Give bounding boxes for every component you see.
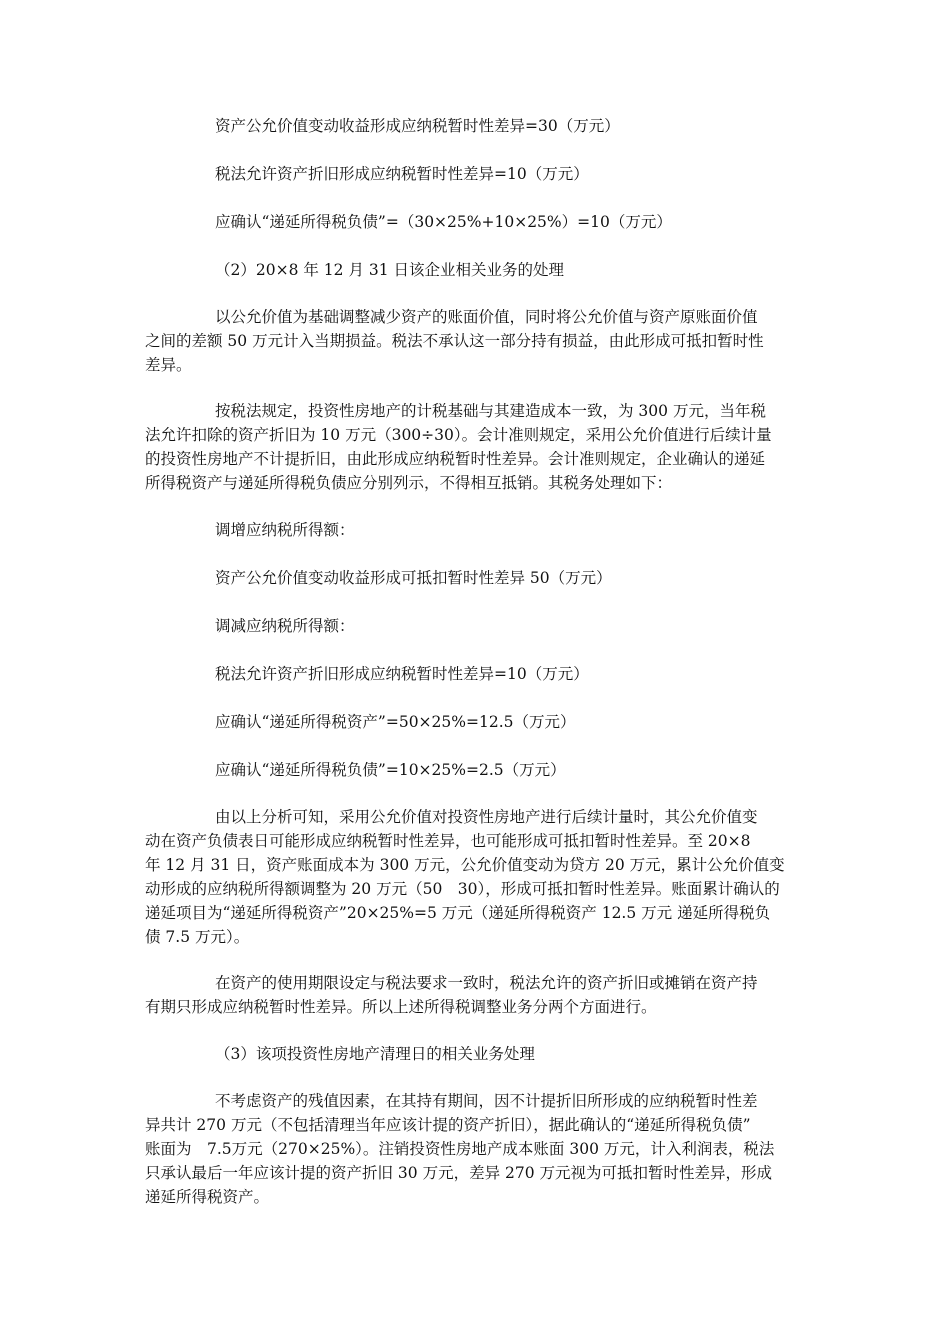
paragraph-line: 所得税资产与递延所得税负债应分别列示，不得相互抵销。其税务处理如下：	[145, 474, 673, 492]
paragraph	[145, 805, 810, 949]
section-heading: （3）该项投资性房地产清理日的相关业务处理	[215, 1045, 535, 1063]
paragraph	[145, 399, 810, 495]
text-line: 税法允许资产折旧形成应纳税暂时性差异=10（万元）	[215, 165, 589, 183]
paragraph	[145, 971, 810, 1019]
paragraph-line: 由以上分析可知，采用公允价值对投资性房地产进行后续计量时，其公允价值变	[215, 808, 758, 826]
paragraph-line: 递延所得税资产。	[145, 1188, 270, 1206]
text-line: 应确认“递延所得税负债”=（30×25%+10×25%）=10（万元）	[215, 213, 672, 231]
text-line: 调增应纳税所得额：	[215, 521, 355, 539]
text-line: 资产公允价值变动收益形成应纳税暂时性差异=30（万元）	[215, 117, 620, 135]
section-heading: （2）20×8 年 12 月 31 日该企业相关业务的处理	[215, 261, 565, 279]
paragraph-line: 之间的差额 50 万元计入当期损益。税法不承认这一部分持有损益，由此形成可抵扣暂时性	[145, 332, 764, 350]
paragraph	[145, 305, 810, 377]
paragraph-line: 法允许扣除的资产折旧为 10 万元（300÷30）。会计准则规定，采用公允价值进行后续计量	[145, 426, 772, 444]
text-line: 调减应纳税所得额：	[215, 617, 355, 635]
paragraph-line: 不考虑资产的残值因素，在其持有期间，因不计提折旧所形成的应纳税暂时性差	[215, 1092, 758, 1110]
paragraph-line: 以公允价值为基础调整减少资产的账面价值，同时将公允价值与资产原账面价值	[215, 308, 758, 326]
paragraph-line: 在资产的使用期限设定与税法要求一致时，税法允许的资产折旧或摊销在资产持	[215, 974, 758, 992]
document-page	[145, 113, 810, 1231]
paragraph-line: 账面为 7.5万元（270×25%）。注销投资性房地产成本账面 300 万元，计入利润表，税法	[145, 1140, 775, 1158]
text-line: 资产公允价值变动收益形成可抵扣暂时性差异 50（万元）	[215, 569, 612, 587]
paragraph-line: 按税法规定，投资性房地产的计税基础与其建造成本一致，为 300 万元，当年税	[215, 402, 766, 420]
paragraph-line: 差异。	[145, 356, 192, 374]
paragraph-line: 递延项目为“递延所得税资产”20×25%=5 万元（递延所得税资产 12.5 万元 递延所得税负	[145, 904, 771, 922]
text-line: 税法允许资产折旧形成应纳税暂时性差异=10（万元）	[215, 665, 589, 683]
paragraph-line: 有期只形成应纳税暂时性差异。所以上述所得税调整业务分两个方面进行。	[145, 998, 657, 1016]
text-line: 应确认“递延所得税资产”=50×25%=12.5（万元）	[215, 713, 576, 731]
paragraph-line: 债 7.5 万元）。	[145, 928, 250, 946]
paragraph	[145, 1089, 810, 1209]
paragraph-line: 动在资产负债表日可能形成应纳税暂时性差异，也可能形成可抵扣暂时性差异。至 20×8	[145, 832, 751, 850]
paragraph-line: 只承认最后一年应该计提的资产折旧 30 万元，差异 270 万元视为可抵扣暂时性差异，形成	[145, 1164, 773, 1182]
paragraph-line: 动形成的应纳税所得额调整为 20 万元（50 30），形成可抵扣暂时性差异。账面累计确认的	[145, 880, 780, 898]
paragraph-line: 的投资性房地产不计提折旧，由此形成应纳税暂时性差异。会计准则规定，企业确认的递延	[145, 450, 766, 468]
text-line: 应确认“递延所得税负债”=10×25%=2.5（万元）	[215, 761, 566, 779]
paragraph-line: 年 12 月 31 日，资产账面成本为 300 万元，公允价值变动为贷方 20 万元，累计公允价值变	[145, 856, 785, 874]
paragraph-line: 异共计 270 万元（不包括清理当年应该计提的资产折旧），据此确认的“递延所得税负债”	[145, 1116, 751, 1134]
